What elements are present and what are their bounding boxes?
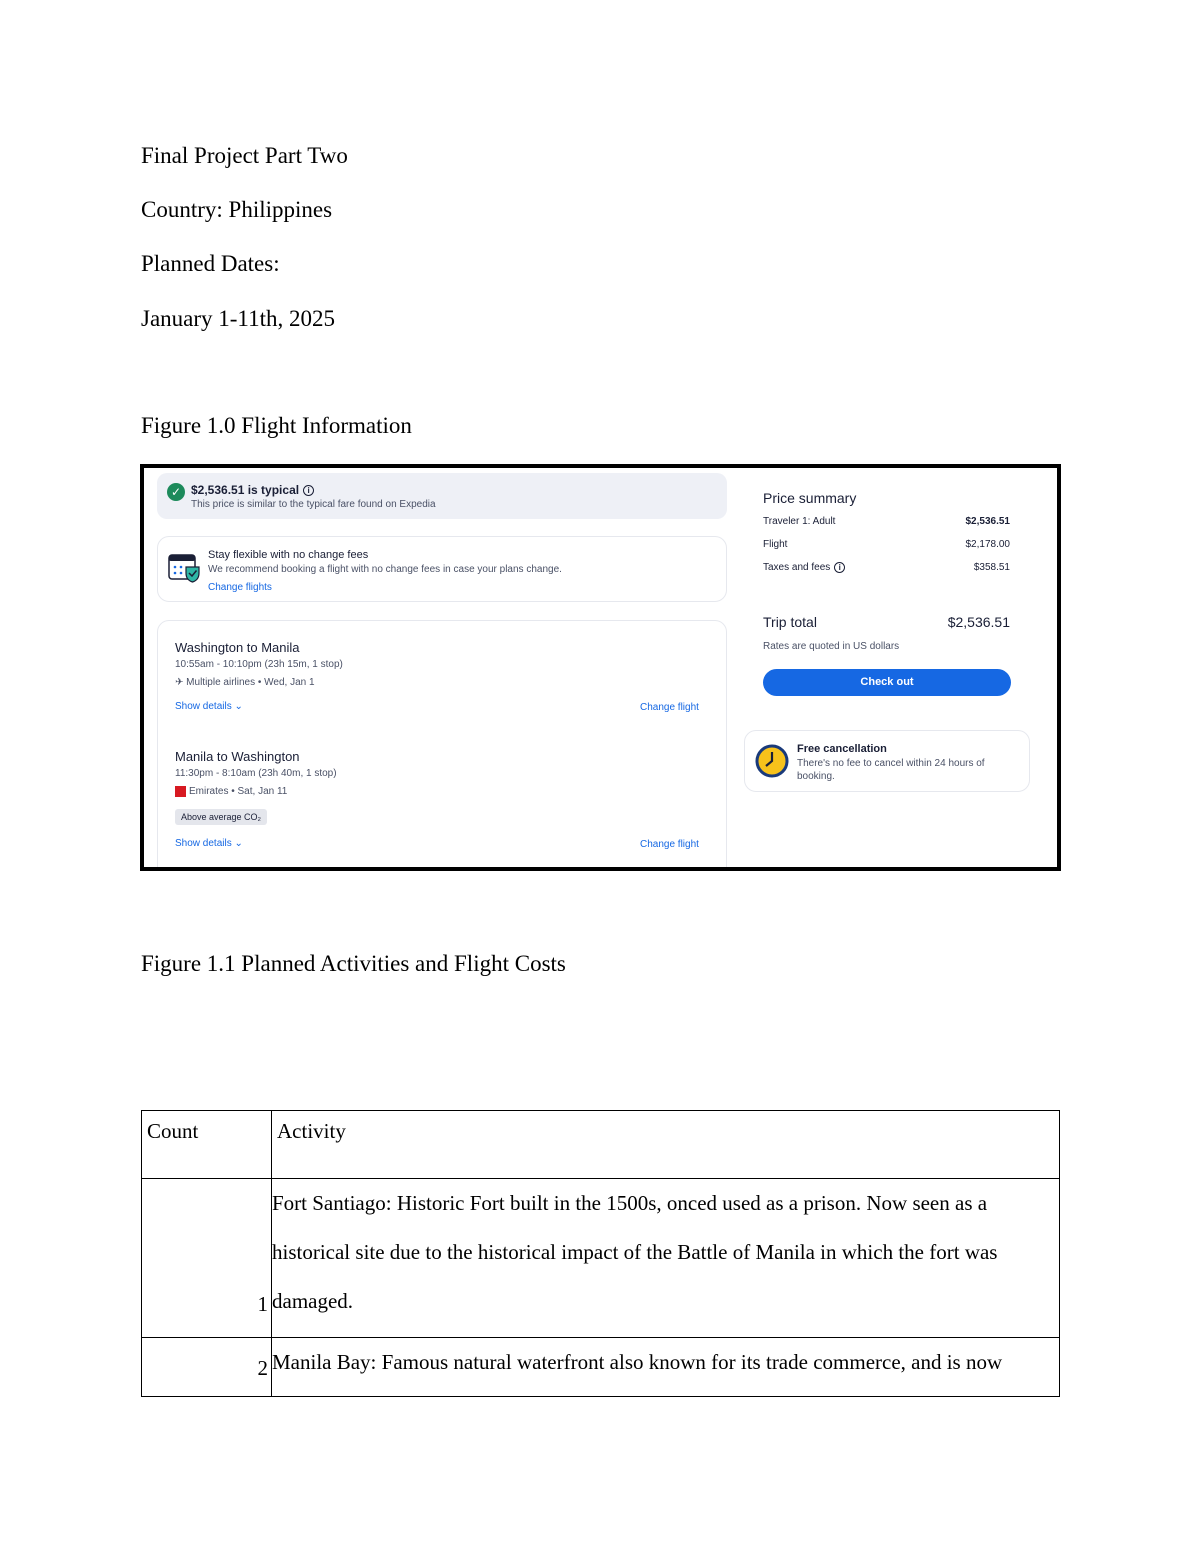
activity-line: historical site due to the historical impact of the Battle of Manila in which the fort was [272,1240,998,1264]
co2-badge: Above average CO₂ [175,809,267,825]
figure-1-caption: Figure 1.0 Flight Information [141,413,412,438]
flight-label: Flight [763,539,788,550]
flexible-body: We recommend booking a flight with no change fees in case your plans change. [208,564,562,575]
typical-price-note: This price is similar to the typical fare found on Expedia [191,499,436,510]
table-row [142,1338,1060,1397]
return-change-flight[interactable]: Change flight [640,839,699,850]
taxes-value: $358.51 [973,562,1010,573]
flexible-banner [157,536,727,602]
flight-info-screenshot [140,464,1061,871]
outbound-title: Washington to Manila [175,640,300,655]
return-show-details[interactable]: Show details ⌄ [175,838,243,849]
info-icon[interactable]: i [834,562,845,573]
emirates-logo-icon [175,786,186,797]
activity-line: Fort Santiago: Historic Fort built in the 1500s, onced used as a prison. Now seen as a [272,1191,988,1215]
free-cancellation-card [744,730,1030,792]
taxes-label: Taxes and fees i [763,562,845,573]
trip-total-value: $2,536.51 [947,614,1010,630]
currency-note: Rates are quoted in US dollars [763,641,900,652]
chevron-down-icon: ⌄ [234,701,243,712]
return-title: Manila to Washington [175,749,300,764]
figure-2-caption: Figure 1.1 Planned Activities and Flight Costs [141,951,566,976]
typical-price-banner [157,473,727,519]
table-row [142,1179,1060,1338]
planned-dates-label: Planned Dates: [141,251,280,276]
row-count: 1 [142,1179,272,1338]
outbound-change-flight[interactable]: Change flight [640,702,699,713]
outbound-times: 10:55am - 10:10pm (23h 15m, 1 stop) [175,659,343,670]
flexible-title: Stay flexible with no change fees [208,549,369,561]
country-line: Country: Philippines [141,197,333,222]
price-summary-title: Price summary [763,490,857,506]
traveler-label: Traveler 1: Adult [763,516,836,527]
flight-legs-card [157,620,727,871]
change-flights-link[interactable]: Change flights [208,582,272,593]
activity-line: damaged. [272,1289,354,1313]
info-icon[interactable]: i [303,485,314,496]
row-activity [272,1179,1060,1338]
table-header-row [142,1111,1060,1179]
planned-dates-value: January 1-11th, 2025 [141,306,335,331]
clock-icon [755,744,789,778]
trip-total-label: Trip total [763,614,817,630]
price-summary [744,473,1030,713]
free-cancellation-title: Free cancellation [797,743,887,755]
return-times: 11:30pm - 8:10am (23h 40m, 1 stop) [175,768,337,779]
traveler-value: $2,536.51 [965,516,1010,527]
flight-value: $2,178.00 [965,539,1010,550]
outbound-show-details[interactable]: Show details ⌄ [175,701,243,712]
row-count: 2 [142,1338,272,1397]
check-icon: ✓ [167,483,185,501]
document-title: Final Project Part Two [141,143,348,168]
multiple-airlines-icon: ✈ [175,677,184,688]
chevron-down-icon: ⌄ [234,838,243,849]
free-cancellation-body-2: booking. [797,771,835,782]
checkout-button[interactable]: Check out [763,669,1011,696]
free-cancellation-body-1: There's no fee to cancel within 24 hours of [797,758,985,769]
header-activity: Activity [272,1111,1060,1179]
calendar-shield-icon [168,551,200,583]
activities-table [141,1110,1060,1397]
outbound-airline: ✈ Multiple airlines • Wed, Jan 1 [175,677,315,688]
typical-price: $2,536.51 is typical i [191,483,314,497]
activity-line: Manila Bay: Famous natural waterfront also known for its trade commerce, and is now [272,1350,1003,1374]
header-count: Count [142,1111,272,1179]
row-activity [272,1338,1060,1397]
return-airline: Emirates • Sat, Jan 11 [175,786,287,797]
